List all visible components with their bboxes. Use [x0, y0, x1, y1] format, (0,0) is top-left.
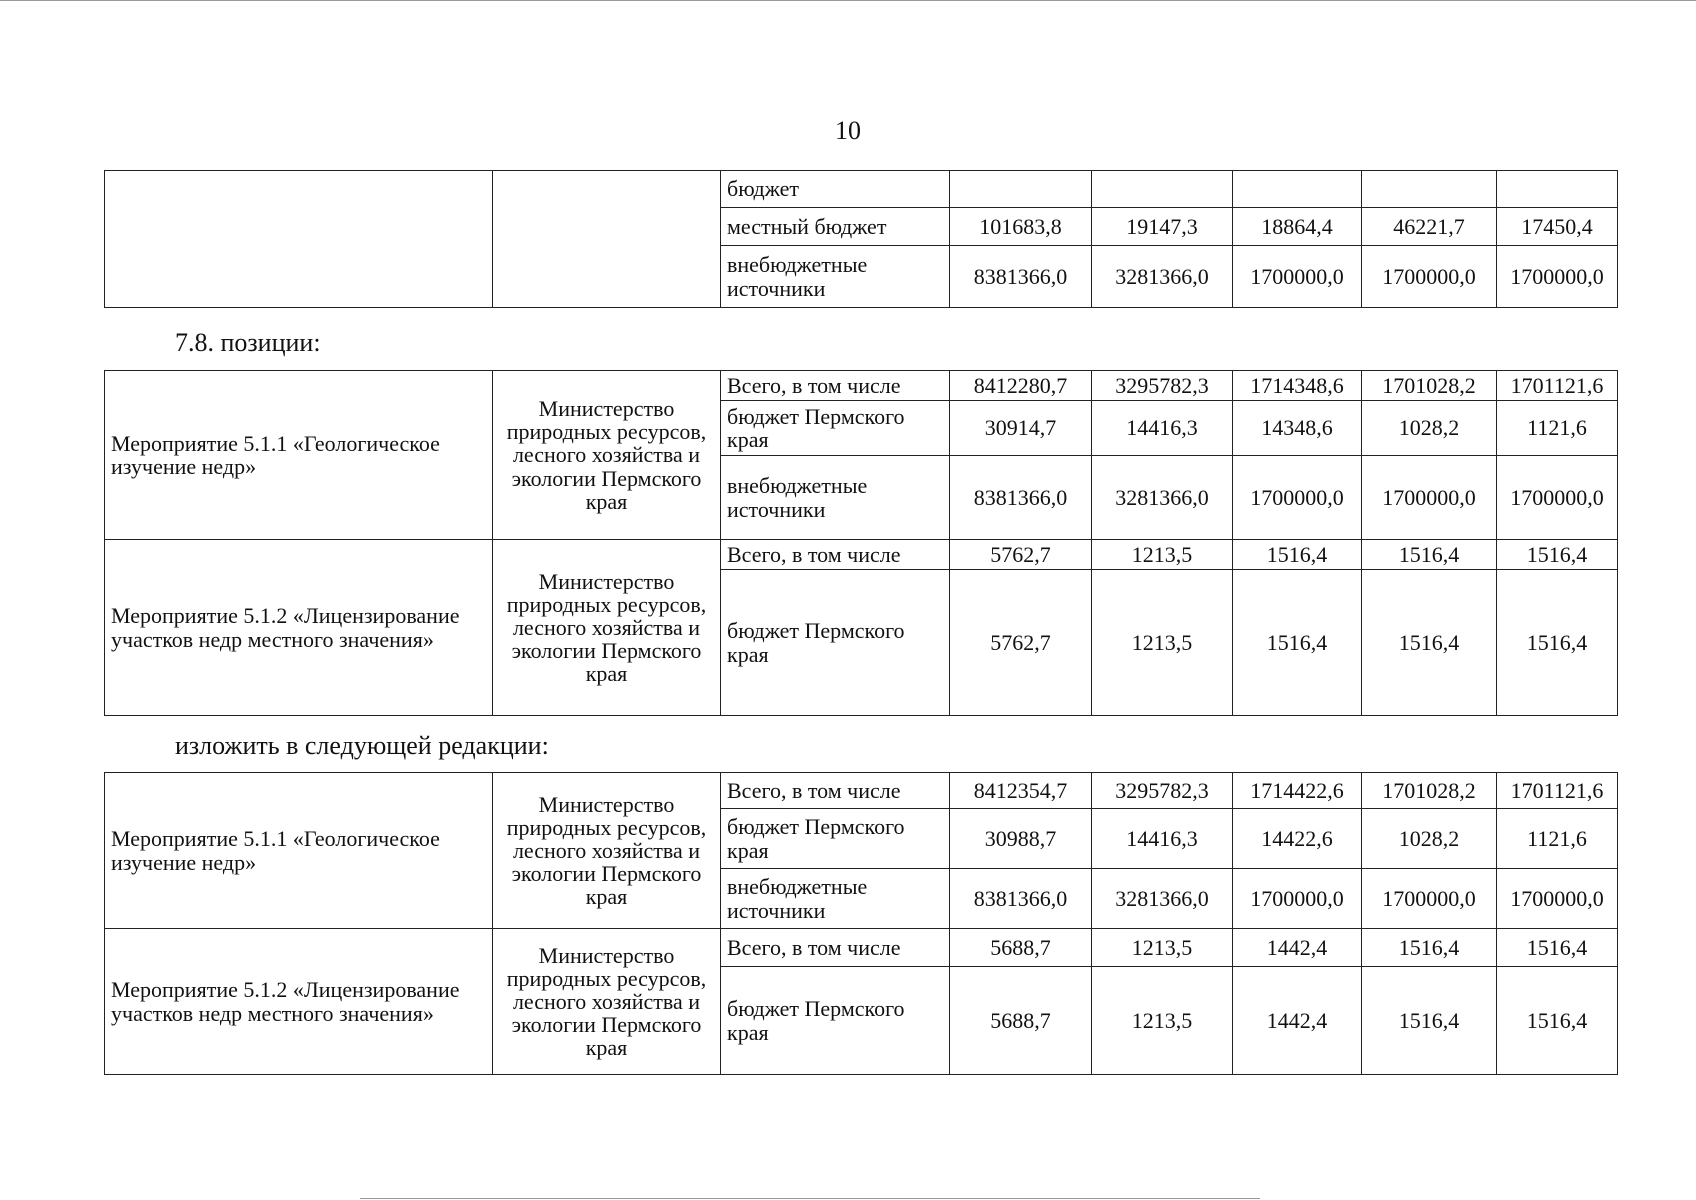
value-cell: 3281366,0: [1092, 869, 1233, 929]
value-cell: 1701121,6: [1497, 371, 1618, 401]
value-cell: 1700000,0: [1233, 246, 1362, 308]
value-cell: 8381366,0: [950, 456, 1092, 540]
value-cell: 46221,7: [1362, 208, 1497, 246]
table-row: [105, 371, 1618, 401]
event-cell: Мероприятие 5.1.2 «Лицензирование участков недр местного значения»: [105, 540, 493, 716]
value-cell: 1442,4: [1233, 929, 1362, 967]
value-cell: 1700000,0: [1497, 456, 1618, 540]
value-cell: [1092, 171, 1233, 208]
value-cell: 14348,6: [1233, 401, 1362, 456]
source-cell: Всего, в том числе: [721, 540, 950, 570]
value-cell: 3295782,3: [1092, 773, 1233, 809]
table-row: [105, 929, 1618, 967]
org-cell: Министерство природных ресурсов, лесного хозяйства и экологии Пермского края: [493, 929, 721, 1075]
value-cell: 1121,6: [1497, 401, 1618, 456]
source-cell: Всего, в том числе: [721, 929, 950, 967]
value-cell: 1516,4: [1497, 540, 1618, 570]
value-cell: 1700000,0: [1497, 246, 1618, 308]
source-cell: местный бюджет: [721, 208, 950, 246]
source-cell: внебюджетные источники: [721, 869, 950, 929]
value-cell: 1516,4: [1497, 929, 1618, 967]
table-continuation: [104, 170, 1618, 308]
scan-artifact-bottom-line: [360, 1198, 1260, 1199]
source-cell: бюджет Пермского края: [721, 809, 950, 869]
value-cell: 18864,4: [1233, 208, 1362, 246]
value-cell: 1701121,6: [1497, 773, 1618, 809]
value-cell: [1233, 171, 1362, 208]
event-cell-empty: [105, 171, 493, 308]
value-cell: 5762,7: [950, 570, 1092, 716]
source-cell: внебюджетные источники: [721, 246, 950, 308]
value-cell: 14422,6: [1233, 809, 1362, 869]
page-number: 10: [835, 116, 861, 145]
value-cell: 1700000,0: [1362, 246, 1497, 308]
value-cell: 1714422,6: [1233, 773, 1362, 809]
value-cell: 1121,6: [1497, 809, 1618, 869]
table-old-positions: [104, 370, 1618, 716]
value-cell: 101683,8: [950, 208, 1092, 246]
org-cell: Министерство природных ресурсов, лесного хозяйства и экологии Пермского края: [493, 773, 721, 929]
value-cell: 3295782,3: [1092, 371, 1233, 401]
value-cell: 30914,7: [950, 401, 1092, 456]
value-cell: 19147,3: [1092, 208, 1233, 246]
value-cell: 5762,7: [950, 540, 1092, 570]
scan-artifact-top-line: [0, 0, 1696, 1]
value-cell: 1516,4: [1233, 570, 1362, 716]
value-cell: 5688,7: [950, 967, 1092, 1075]
value-cell: 30988,7: [950, 809, 1092, 869]
value-cell: 1516,4: [1362, 540, 1497, 570]
value-cell: 1700000,0: [1497, 869, 1618, 929]
section-heading-new-edition: изложить в следующей редакции:: [175, 731, 549, 760]
source-cell: бюджет Пермского края: [721, 967, 950, 1075]
table-row: [105, 540, 1618, 570]
value-cell: 8412280,7: [950, 371, 1092, 401]
value-cell: 1700000,0: [1362, 869, 1497, 929]
org-cell-empty: [493, 171, 721, 308]
value-cell: 8381366,0: [950, 246, 1092, 308]
source-cell: Всего, в том числе: [721, 773, 950, 809]
table-new-edition: [104, 772, 1618, 1075]
value-cell: 1701028,2: [1362, 371, 1497, 401]
source-cell: бюджет Пермского края: [721, 570, 950, 716]
source-cell: Всего, в том числе: [721, 371, 950, 401]
value-cell: 1213,5: [1092, 967, 1233, 1075]
value-cell: [1497, 171, 1618, 208]
value-cell: 14416,3: [1092, 401, 1233, 456]
value-cell: 1700000,0: [1233, 869, 1362, 929]
table-row: [105, 773, 1618, 809]
value-cell: 1028,2: [1362, 809, 1497, 869]
value-cell: 1516,4: [1362, 570, 1497, 716]
value-cell: 3281366,0: [1092, 246, 1233, 308]
value-cell: 8412354,7: [950, 773, 1092, 809]
value-cell: 8381366,0: [950, 869, 1092, 929]
value-cell: 1213,5: [1092, 570, 1233, 716]
event-cell: Мероприятие 5.1.1 «Геологическое изучение недр»: [105, 371, 493, 540]
source-cell: внебюджетные источники: [721, 456, 950, 540]
value-cell: 5688,7: [950, 929, 1092, 967]
value-cell: 1213,5: [1092, 540, 1233, 570]
value-cell: [950, 171, 1092, 208]
event-cell: Мероприятие 5.1.2 «Лицензирование участков недр местного значения»: [105, 929, 493, 1075]
table-row: [105, 171, 1618, 208]
value-cell: 1516,4: [1497, 967, 1618, 1075]
event-cell: Мероприятие 5.1.1 «Геологическое изучение недр»: [105, 773, 493, 929]
value-cell: 1213,5: [1092, 929, 1233, 967]
value-cell: 14416,3: [1092, 809, 1233, 869]
source-cell: бюджет Пермского края: [721, 401, 950, 456]
value-cell: 1516,4: [1497, 570, 1618, 716]
value-cell: 1701028,2: [1362, 773, 1497, 809]
value-cell: 1516,4: [1362, 967, 1497, 1075]
source-cell: бюджет: [721, 171, 950, 208]
value-cell: 1516,4: [1362, 929, 1497, 967]
value-cell: 1516,4: [1233, 540, 1362, 570]
section-heading-positions: 7.8. позиции:: [175, 328, 321, 357]
value-cell: 3281366,0: [1092, 456, 1233, 540]
value-cell: 1028,2: [1362, 401, 1497, 456]
value-cell: [1362, 171, 1497, 208]
value-cell: 1442,4: [1233, 967, 1362, 1075]
value-cell: 17450,4: [1497, 208, 1618, 246]
value-cell: 1700000,0: [1362, 456, 1497, 540]
org-cell: Министерство природных ресурсов, лесного хозяйства и экологии Пермского края: [493, 540, 721, 716]
value-cell: 1714348,6: [1233, 371, 1362, 401]
org-cell: Министерство природных ресурсов, лесного хозяйства и экологии Пермского края: [493, 371, 721, 540]
value-cell: 1700000,0: [1233, 456, 1362, 540]
